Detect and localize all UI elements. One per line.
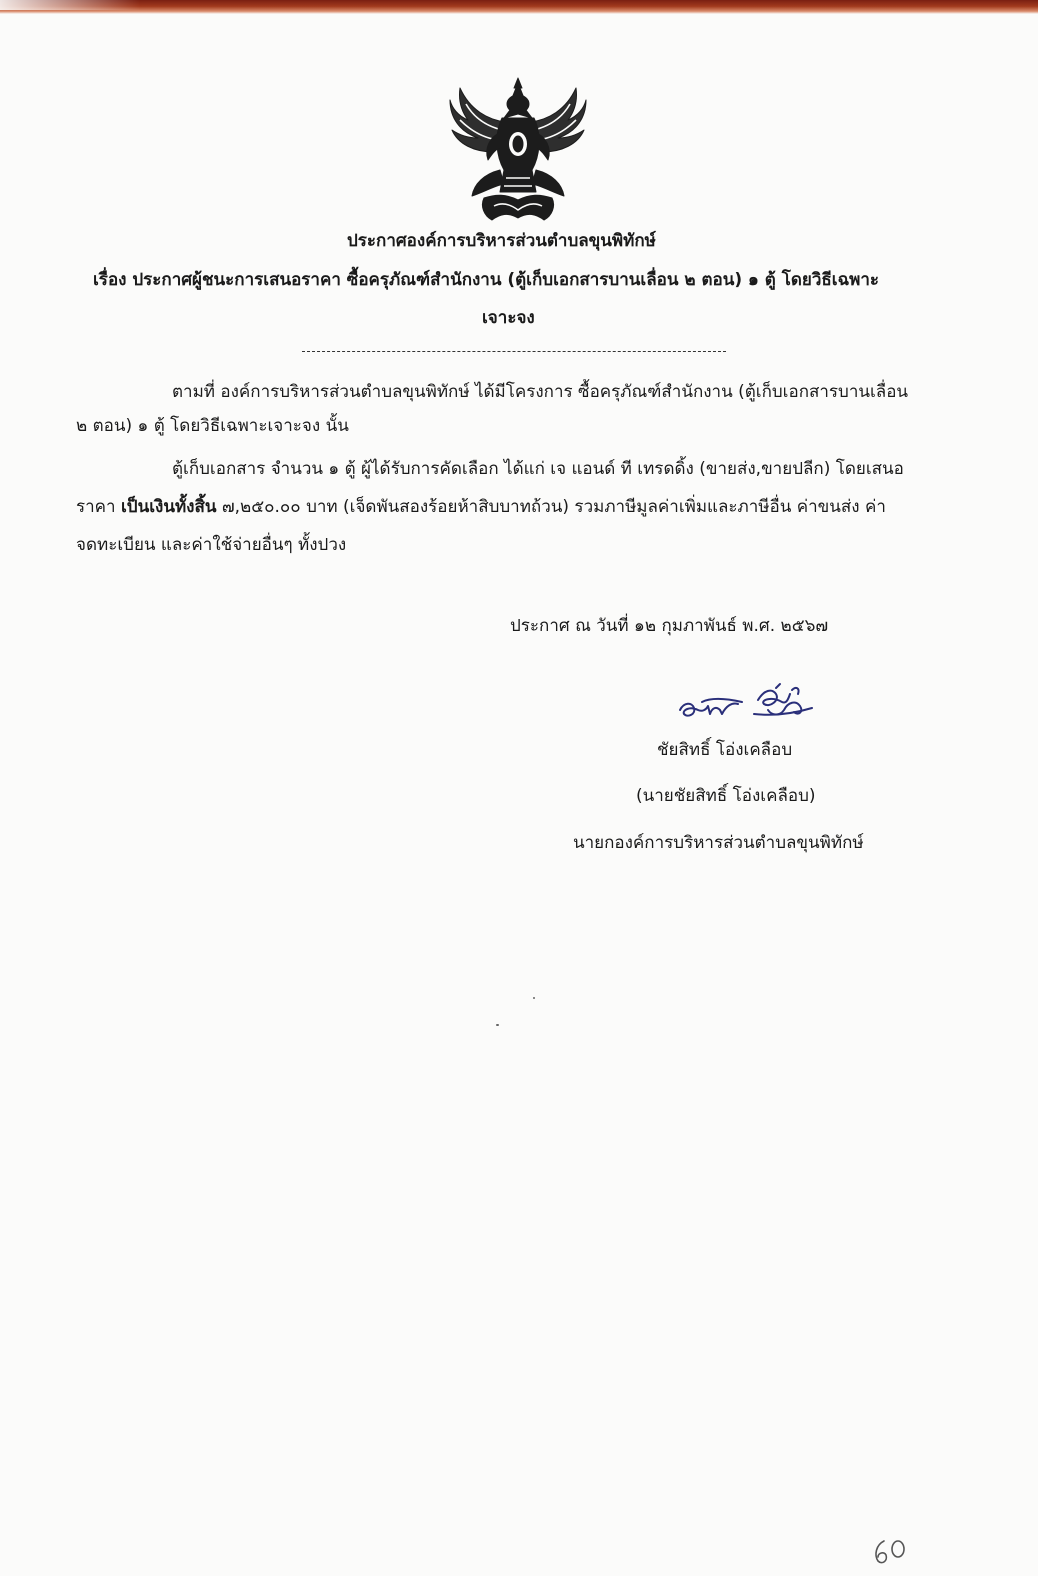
paragraph-1-line-2: ๒ ตอน) ๑ ตู้ โดยวิธีเฉพาะเจาะจง นั้น [76,416,349,436]
paper-top-edge-highlight [0,0,140,10]
paragraph-2-line-2 [76,495,886,519]
subject-line-1: เรื่อง ประกาศผู้ชนะการเสนอราคา ซื้อครุภัณฑ์สำนักงาน (ตู้เก็บเอกสารบานเลื่อน ๒ ตอน) ๑ ตู้ โดยวิธีเฉพาะ [93,270,880,290]
signer-position: นายกองค์การบริหารส่วนตำบลขุนพิทักษ์ [573,833,864,853]
paper-speck [496,1024,499,1026]
price-details: ๗,๒๕๐.๐๐ บาท (เจ็ดพันสองร้อยห้าสิบบาทถ้วน) รวมภาษีมูลค่าเพิ่มและภาษีอื่น ค่าขนส่ง ค่า [216,497,886,517]
handwritten-signature [672,680,832,726]
title-divider [302,351,726,352]
paper-speck [533,997,535,999]
price-prefix: ราคา [76,497,121,517]
garuda-emblem-icon [444,74,592,226]
signer-full-name: (นายชัยสิทธิ์ โอ่งเคลือบ) [636,786,816,806]
subject-line-2: เจาะจง [482,308,535,328]
signer-name: ชัยสิทธิ์ โอ่งเคลือบ [657,740,793,760]
paper-top-edge [0,0,1038,14]
paragraph-2-line-1: ตู้เก็บเอกสาร จำนวน ๑ ตู้ ผู้ได้รับการคัดเลือก ได้แก่ เจ แอนด์ ที เทรดดิ้ง (ขายส่ง,ขายปลีก) โดยเสนอ [172,459,904,479]
handwritten-page-number [868,1533,914,1567]
total-amount-label: เป็นเงินทั้งสิ้น [121,497,217,517]
announcement-title: ประกาศองค์การบริหารส่วนตำบลขุนพิทักษ์ [347,231,656,251]
announcement-date: ประกาศ ณ วันที่ ๑๒ กุมภาพันธ์ พ.ศ. ๒๕๖๗ [510,616,829,636]
paragraph-2-line-3: จดทะเบียน และค่าใช้จ่ายอื่นๆ ทั้งปวง [76,535,347,555]
paragraph-1-line-1: ตามที่ องค์การบริหารส่วนตำบลขุนพิทักษ์ ได้มีโครงการ ซื้อครุภัณฑ์สำนักงาน (ตู้เก็บเอกสารบานเลื่อน [172,382,909,402]
